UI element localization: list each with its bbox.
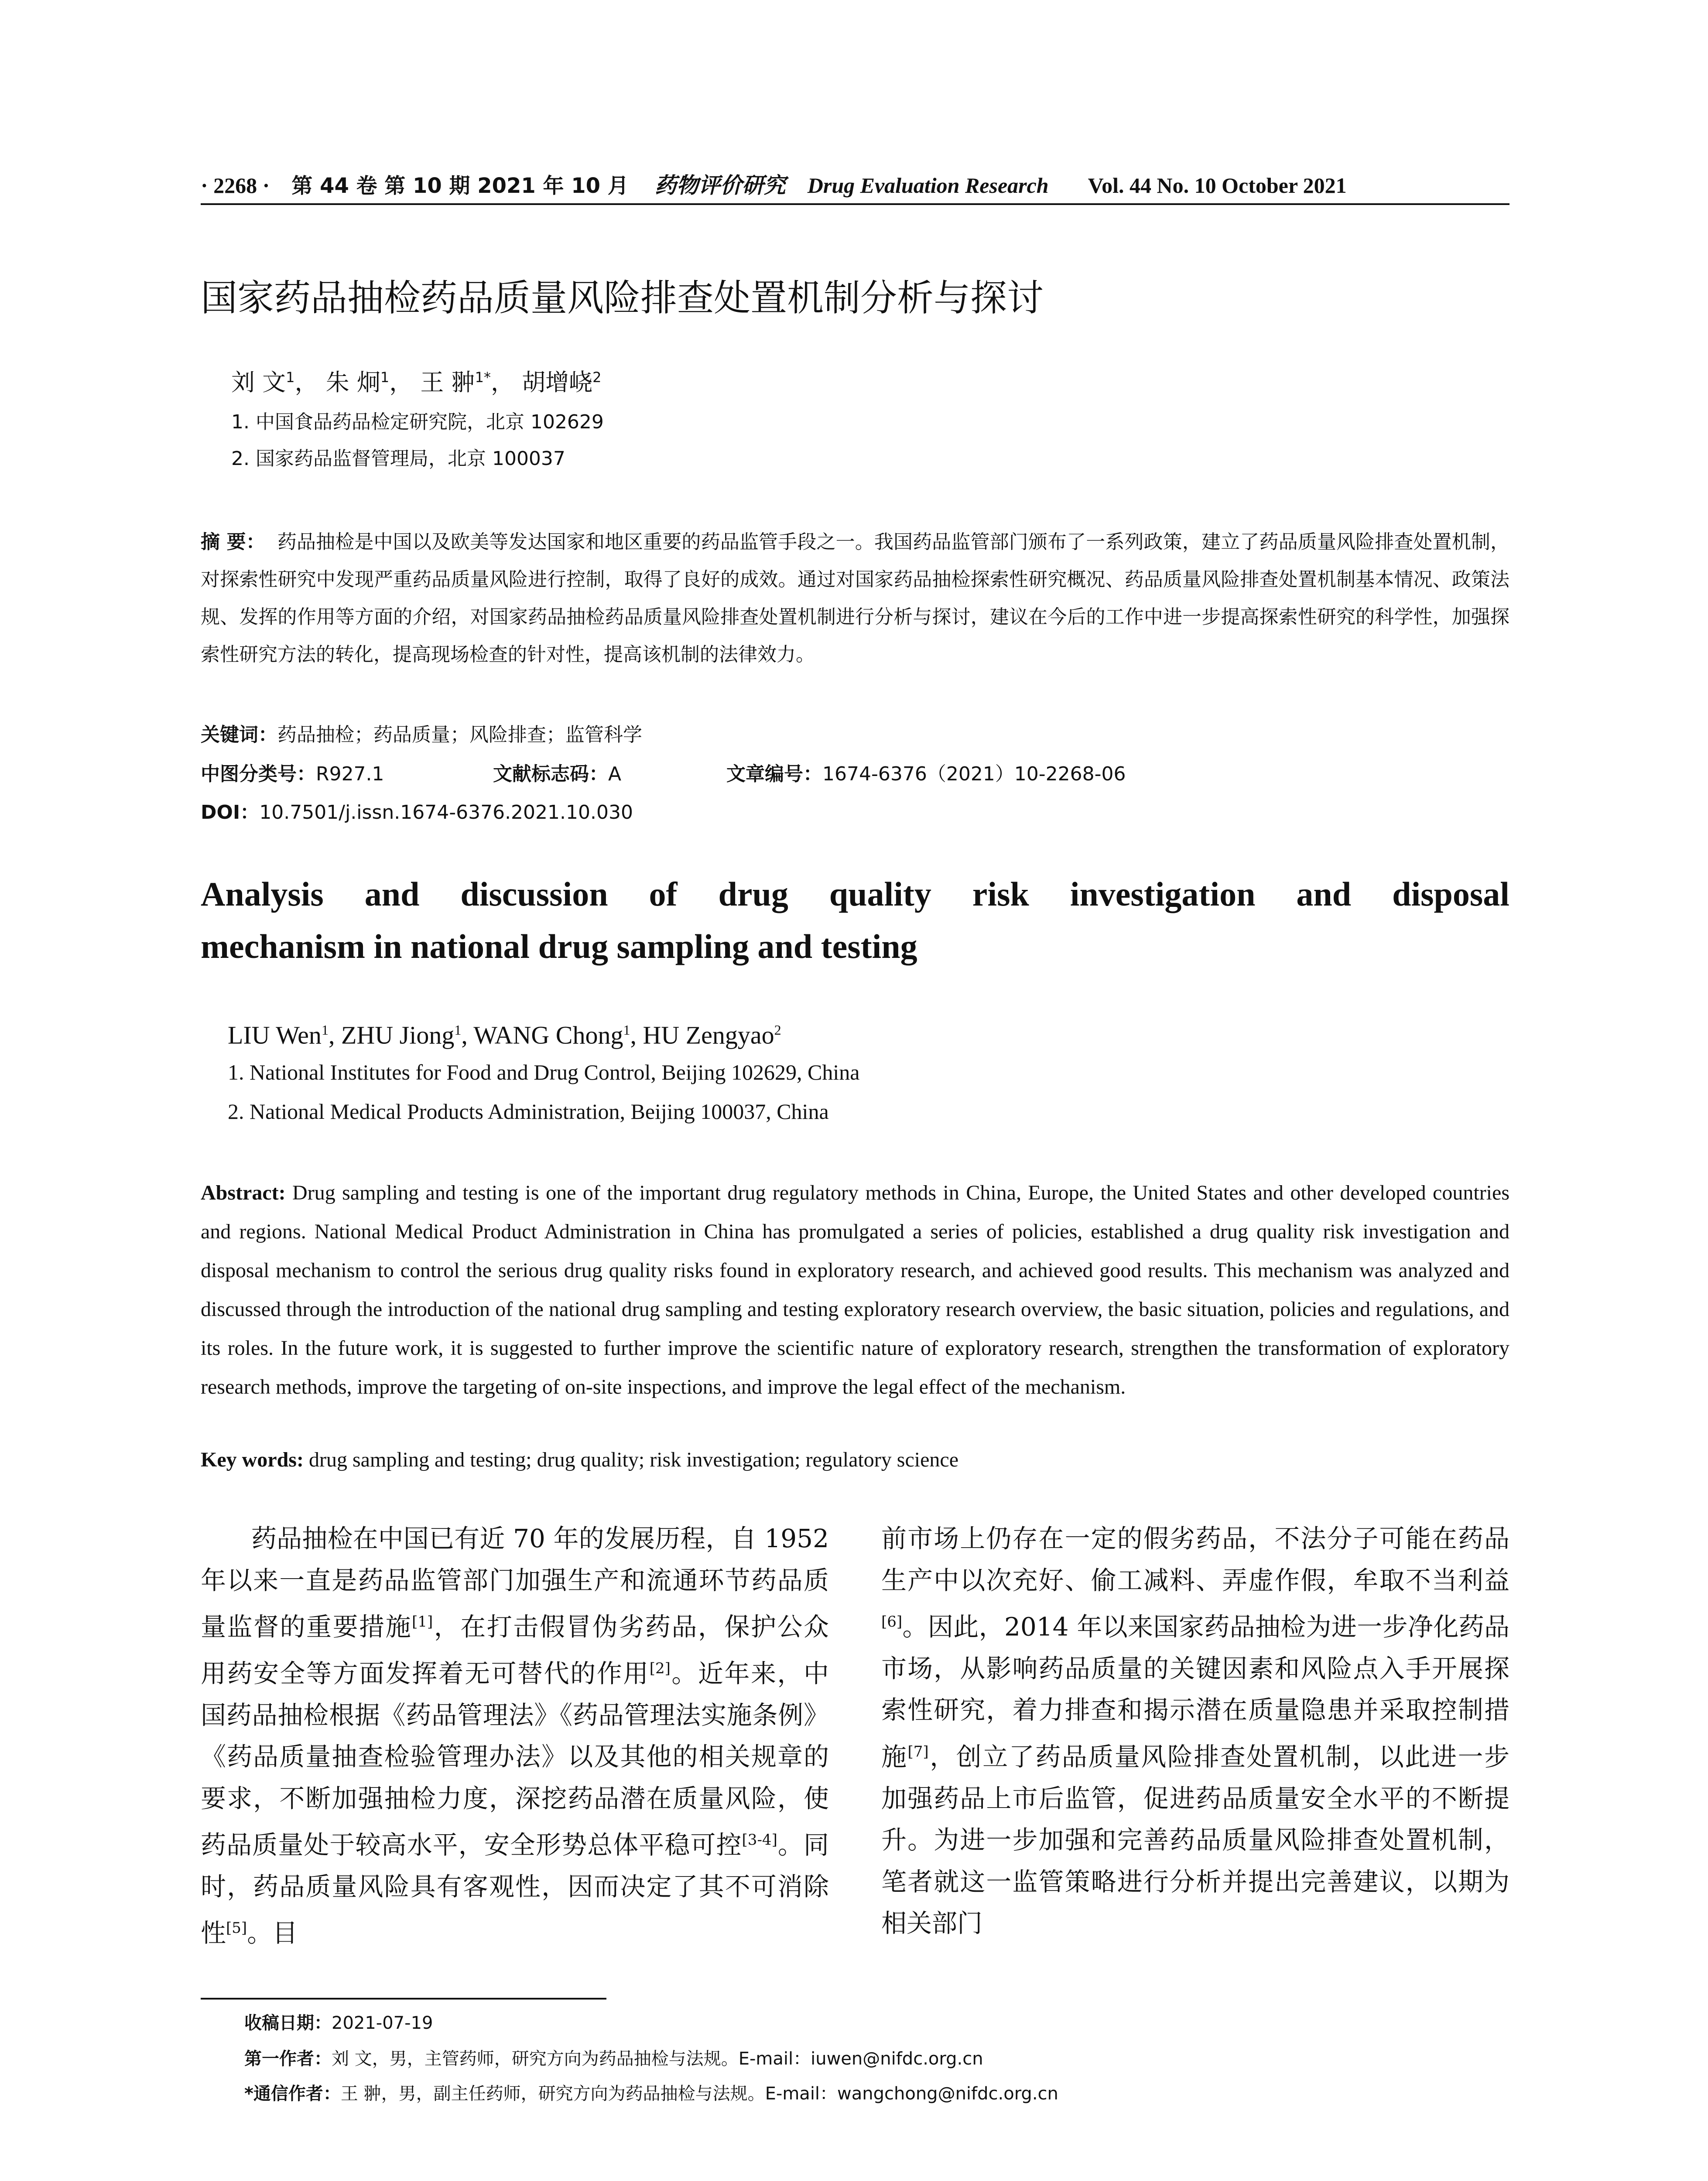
author-cn: 胡增峣 bbox=[522, 369, 593, 396]
doc-code-value: A bbox=[608, 763, 622, 785]
title-word: and bbox=[1296, 875, 1352, 913]
author-sup: 2 bbox=[774, 1022, 781, 1038]
author-sup: 1 bbox=[623, 1022, 630, 1038]
body-text: 前市场上仍存在一定的假劣药品，不法分子可能在药品生产中以次充好、偷工减料、弄虚作假，牟取不当利益 bbox=[881, 1524, 1509, 1595]
author-sup: 1 bbox=[380, 369, 390, 386]
header-rule bbox=[201, 203, 1509, 205]
doi-value: 10.7501/j.issn.1674-6376.2021.10.030 bbox=[259, 801, 633, 824]
first-author-label: 第一作者： bbox=[244, 2049, 332, 2069]
author-sup: 1 bbox=[321, 1022, 329, 1038]
author-cn: 王 翀 bbox=[420, 369, 475, 396]
authors-en: LIU Wen$^1$, ZHU Jiong$^1$, WANG Chong$^1$, HU Zengyao$^2$ bbox=[228, 1021, 781, 1049]
title-word: discussion bbox=[460, 875, 608, 913]
journal-name-en: Drug Evaluation Research bbox=[807, 173, 1049, 198]
doi bbox=[201, 797, 633, 828]
clc-label: 中图分类号： bbox=[201, 763, 316, 785]
first-author-value: 刘 文，男，主管药师，研究方向为药品抽检与法规。E-mail：iuwen@nifdc.org.cn bbox=[332, 2049, 983, 2069]
article-no-label: 文章编号： bbox=[726, 763, 822, 785]
corr-label: *通信作者： bbox=[244, 2084, 341, 2104]
citation: [5] bbox=[226, 1919, 247, 1937]
keywords-en bbox=[201, 1445, 958, 1475]
title-word: of bbox=[649, 875, 678, 913]
corr-value: 王 翀，男，副主任药师，研究方向为药品抽检与法规。E-mail：wangchong@nifdc.org.cn bbox=[340, 2084, 1058, 2104]
affiliation-en: 1. National Institutes for Food and Drug Control, Beijing 102629, China bbox=[228, 1060, 860, 1084]
author-sup: 1 bbox=[454, 1022, 462, 1038]
keywords-cn-label: 关键词： bbox=[201, 724, 277, 746]
title-word: risk bbox=[972, 875, 1029, 913]
footnote-first-author bbox=[244, 2046, 983, 2072]
title-en-line1 bbox=[201, 868, 1509, 920]
body-text: 。同时，药品质量风险具有客观性，因而决定了其不可消除性 bbox=[201, 1830, 829, 1948]
author-en: LIU Wen bbox=[228, 1021, 322, 1049]
title-word: quality bbox=[829, 875, 931, 913]
body-column-left bbox=[201, 1518, 829, 1954]
author-cn: 朱 炯 bbox=[325, 369, 380, 396]
keywords-cn-text: 药品抽检；药品质量；风险排查；监管科学 bbox=[277, 724, 642, 746]
citation: [2] bbox=[649, 1659, 671, 1677]
citation: [7] bbox=[907, 1743, 929, 1761]
body-column-right bbox=[881, 1518, 1509, 1945]
author-sup: 2 bbox=[592, 369, 602, 386]
title-word: Analysis bbox=[201, 875, 324, 913]
abstract-cn-text: 药品抽检是中国以及欧美等发达国家和地区重要的药品监管手段之一。我国药品监管部门颁布了一系列政策，建立了药品质量风险排查处置机制，对探索性研究中发现严重药品质量风险进行控制，取得了良好的成效。通过对国家药品抽检探索性研究概况、药品质量风险排查处置机制基本情况、政策法规、发挥的作用等方面的介绍，对国家药品抽检药品质量风险排查处置机制进行分析与探讨，建议在今后的工作中进一步提高探索性研究的科学性，加强探索性研究方法的转化，提高现场检查的针对性，提高该机制的法律效力。 bbox=[201, 531, 1509, 666]
affiliation-en: 2. National Medical Products Administration, Beijing 100037, China bbox=[228, 1099, 829, 1124]
issue-cn: 第 44 卷 第 10 期 2021 年 10 月 bbox=[291, 174, 629, 198]
keywords-en-text: drug sampling and testing; drug quality; risk investigation; regulatory science bbox=[308, 1448, 958, 1471]
title-en bbox=[201, 868, 1509, 973]
abstract-cn-label: 摘 要： bbox=[201, 531, 265, 553]
footnote-corresponding bbox=[244, 2081, 1058, 2107]
title-word: disposal bbox=[1392, 875, 1509, 913]
running-header bbox=[201, 168, 1509, 198]
abstract-en-text: Drug sampling and testing is one of the important drug regulatory methods in China, Europe, the United States and other developed countries and regions. National Medical Product Administration in China has promulgated a series of policies, established a drug quality risk investigation and disposal mechanism to control the serious drug quality risks found in exploratory research, and achieved good results. This mechanism was analyzed and discussed through the introduction of the national drug sampling and testing exploratory research overview, the basic situation, policies and regulations, and its roles. In the future work, it is suggested to further improve the scientific nature of exploratory research, strengthen the transformation of exploratory research methods, improve the targeting of on-site inspections, and improve the legal effect of the mechanism. bbox=[201, 1181, 1510, 1398]
abstract-en bbox=[201, 1173, 1509, 1406]
title-word: and bbox=[364, 875, 420, 913]
keywords-cn bbox=[201, 720, 642, 750]
clc-value: R927.1 bbox=[316, 763, 384, 785]
footnote-rule bbox=[201, 1998, 606, 2000]
article-no-value: 1674-6376（2021）10-2268-06 bbox=[822, 763, 1126, 785]
author-en: HU Zengyao bbox=[643, 1021, 774, 1049]
authors-cn: 刘 文$^1$， 朱 炯$^1$， 王 翀$^{1*}$， 胡增峣$^2$ bbox=[231, 369, 602, 396]
body-text: ，创立了药品质量风险排查处置机制，以此进一步加强药品上市后监管，促进药品质量安全水平的不断提升。为进一步加强和完善药品质量风险排查处置机制，笔者就这一监管策略进行分析并提出完善建议，以期为相关部门 bbox=[881, 1742, 1509, 1938]
body-text: 。目 bbox=[247, 1918, 298, 1948]
doi-label: DOI： bbox=[201, 801, 260, 824]
title-word: drug bbox=[718, 875, 788, 913]
author-en: WANG Chong bbox=[473, 1021, 623, 1049]
abstract-cn bbox=[201, 523, 1509, 673]
keywords-en-label: Key words: bbox=[201, 1448, 304, 1471]
footnote-received bbox=[244, 2010, 433, 2036]
body-text: 。近年来，中国药品抽检根据《药品管理法》《药品管理法实施条例》《药品质量抽查检验管理办法》以及其他的相关规章的要求，不断加强抽检力度，深挖药品潜在质量风险，使药品质量处于较高水平，安全形势总体平稳可控 bbox=[201, 1658, 829, 1860]
citation: [1] bbox=[412, 1613, 433, 1631]
journal-logo-cn: 药物评价研究 bbox=[654, 172, 786, 198]
page-number: · 2268 · bbox=[201, 173, 270, 198]
abstract-en-label: Abstract: bbox=[201, 1181, 286, 1204]
received-value: 2021-07-19 bbox=[332, 2013, 433, 2033]
citation: [6] bbox=[881, 1613, 903, 1631]
author-sup: 1* bbox=[475, 369, 491, 386]
title-word: investigation bbox=[1070, 875, 1256, 913]
doc-code-label: 文献标志码： bbox=[493, 763, 608, 785]
title-cn: 国家药品抽检药品质量风险排查处置机制分析与探讨 bbox=[201, 277, 1044, 319]
affiliation-cn: 2. 国家药品监督管理局，北京 100037 bbox=[231, 448, 565, 470]
received-label: 收稿日期： bbox=[244, 2013, 332, 2033]
body-text: 。因此，2014 年以来国家药品抽检为进一步净化药品市场，从影响药品质量的关键因素和风险点入手开展探索性研究，着力排查和揭示潜在质量隐患并采取控制措施 bbox=[881, 1612, 1509, 1772]
title-en-line2: mechanism in national drug sampling and testing bbox=[201, 927, 917, 965]
body-text: ，在打击假冒伪劣药品，保护公众用药安全等方面发挥着无可替代的作用 bbox=[201, 1612, 829, 1689]
body-text: 药品抽检在中国已有近 70 年的发展历程，自 1952 年以来一直是药品监管部门加强生产和流通环节药品质量监督的重要措施 bbox=[201, 1524, 829, 1642]
citation: [3-4] bbox=[742, 1831, 777, 1849]
author-en: ZHU Jiong bbox=[341, 1021, 455, 1049]
affiliation-cn: 1. 中国食品药品检定研究院，北京 102629 bbox=[231, 411, 604, 433]
author-sup: 1 bbox=[286, 369, 295, 386]
issue-en: Vol. 44 No. 10 October 2021 bbox=[1088, 173, 1347, 198]
author-cn: 刘 文 bbox=[231, 369, 286, 396]
